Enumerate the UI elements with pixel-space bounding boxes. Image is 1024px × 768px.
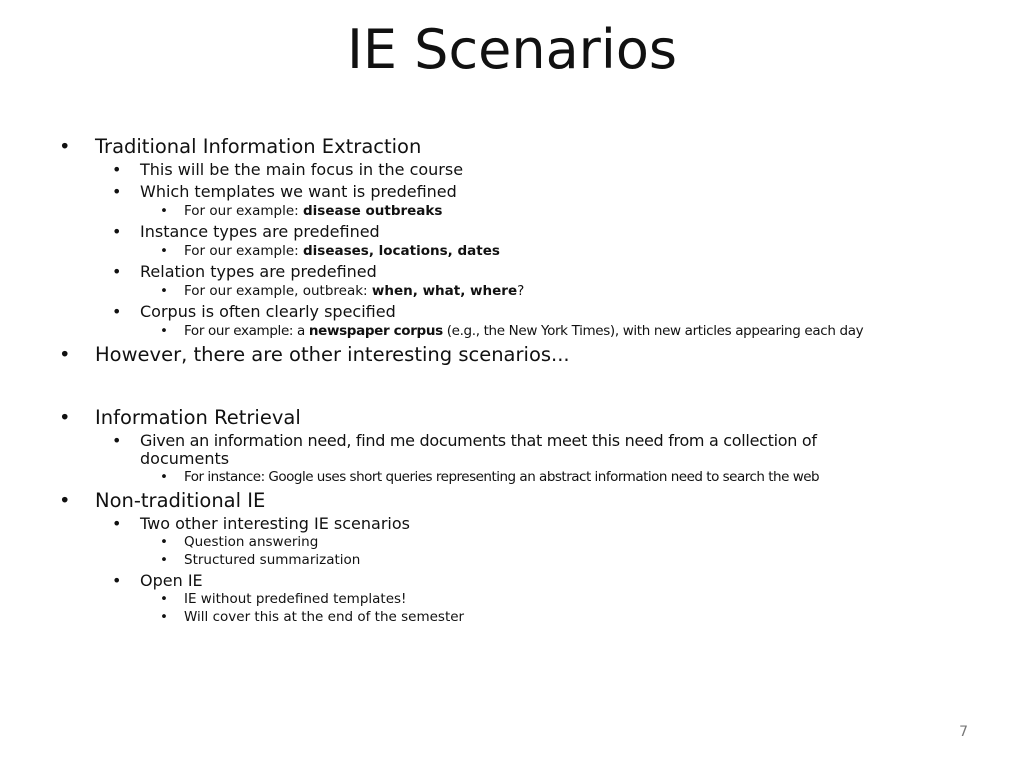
bullet-text-suffix: ? [517, 283, 525, 299]
bullet-traditional-ie [59, 135, 422, 158]
bullet-marker: • [59, 406, 71, 429]
bullet-text: This will be the main focus in the course [140, 160, 464, 179]
bullet-structured-summarization [160, 552, 361, 568]
bullet-marker: • [112, 302, 122, 321]
bullet-text: Relation types are predefined [140, 262, 377, 281]
bullet-text: For our example: [184, 243, 303, 259]
bullet-marker: • [112, 431, 122, 450]
bullet-emphasis: diseases, locations, dates [303, 243, 500, 259]
bullet-non-traditional-ie [59, 489, 266, 512]
bullet-marker: • [160, 552, 168, 568]
bullet-text: However, there are other interesting scenarios... [95, 343, 570, 366]
bullet-marker: • [59, 343, 71, 366]
bullet-relation-example [160, 283, 525, 299]
bullet-marker: • [112, 571, 122, 590]
bullet-marker: • [160, 203, 168, 219]
bullet-text: Corpus is often clearly specified [140, 302, 396, 321]
bullet-instance-types [112, 222, 380, 241]
bullet-main-focus [112, 160, 464, 179]
bullet-text: IE without predefined templates! [184, 591, 407, 607]
bullet-google-example [160, 469, 820, 485]
bullet-text: For our example: [184, 203, 303, 219]
bullet-text: For our example: a [184, 323, 309, 339]
bullet-templates [112, 182, 457, 201]
bullet-text: Which templates we want is predefined [140, 182, 457, 201]
bullet-open-ie [112, 571, 203, 590]
bullet-information-retrieval [59, 406, 301, 429]
bullet-text: Open IE [140, 571, 203, 590]
bullet-given-need-continued [140, 451, 229, 467]
bullet-marker: • [160, 323, 168, 339]
bullet-text: Given an information need, find me documents that meet this need from a collection of [140, 431, 817, 450]
bullet-text: Non-traditional IE [95, 489, 266, 512]
bullet-marker: • [112, 514, 122, 533]
bullet-emphasis: when, what, where [371, 283, 518, 299]
bullet-two-other-scenarios [112, 514, 410, 533]
bullet-text: Will cover this at the end of the semester [184, 609, 465, 625]
bullet-text: For our example, outbreak: [184, 283, 372, 299]
bullet-corpus [112, 302, 396, 321]
bullet-text-suffix: (e.g., the New York Times), with new articles appearing each day [442, 323, 864, 339]
bullet-text: documents [140, 449, 230, 468]
bullet-instance-example [160, 243, 500, 259]
bullet-cover-end-semester [160, 609, 465, 625]
bullet-marker: • [160, 469, 168, 485]
bullet-text: Two other interesting IE scenarios [140, 514, 410, 533]
bullet-marker: • [112, 182, 122, 201]
bullet-relation-types [112, 262, 377, 281]
bullet-marker: • [160, 534, 168, 550]
bullet-text: Instance types are predefined [140, 222, 380, 241]
bullet-marker: • [160, 283, 168, 299]
bullet-however [59, 343, 570, 366]
bullet-marker: • [160, 609, 168, 625]
bullet-marker: • [112, 262, 122, 281]
bullet-emphasis: disease outbreaks [303, 203, 443, 219]
bullet-marker: • [160, 243, 168, 259]
bullet-corpus-example [160, 323, 864, 339]
bullet-given-need [112, 431, 817, 450]
bullet-marker: • [112, 222, 122, 241]
page-number: 7 [959, 724, 968, 740]
bullet-marker: • [112, 160, 122, 179]
slide-title: IE Scenarios [346, 18, 678, 81]
bullet-marker: • [59, 489, 71, 512]
bullet-text: Information Retrieval [95, 406, 301, 429]
bullet-text: For instance: Google uses short queries representing an abstract information need to search the web [184, 469, 820, 485]
bullet-marker: • [59, 135, 71, 158]
bullet-text: Traditional Information Extraction [95, 135, 422, 158]
bullet-marker: • [160, 591, 168, 607]
bullet-no-templates [160, 591, 407, 607]
bullet-question-answering [160, 534, 319, 550]
bullet-text: Question answering [184, 534, 319, 550]
bullet-templates-example [160, 203, 443, 219]
bullet-text: Structured summarization [184, 552, 361, 568]
bullet-emphasis: newspaper corpus [308, 323, 443, 339]
